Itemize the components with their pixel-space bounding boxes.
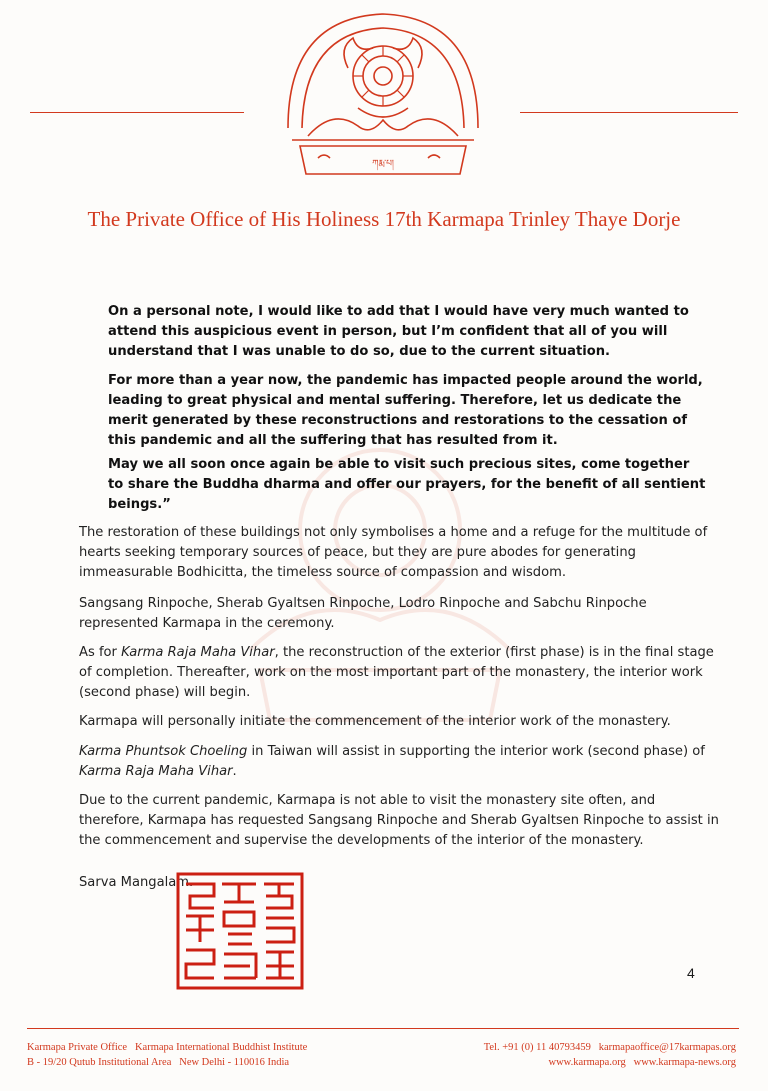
- body-paragraph-3-prefix: As for: [79, 645, 122, 660]
- footer-contact: [484, 1040, 736, 1070]
- body-paragraph-3-rest: , the reconstruction of the exterior (first phase) is in the final stage of completion. Thereafter, work on the most important part of the monastery, the interior work (second phase) will begin.: [79, 645, 714, 700]
- quote-paragraph-3: May we all soon once again be able to visit such precious sites, come together to share the Buddha dharma and offer our prayers, for the benefit of all sentient beings.”: [108, 457, 706, 512]
- header-rule-left: [30, 112, 244, 113]
- footer-address: [27, 1040, 307, 1070]
- body-paragraph-5-mid: in Taiwan will assist in supporting the interior work (second phase) of: [247, 744, 705, 759]
- monastery-name-2: Karma Raja Maha Vihar: [79, 764, 233, 779]
- body-paragraph-2: Sangsang Rinpoche, Sherab Gyaltsen Rinpoche, Lodro Rinpoche and Sabchu Rinpoche represented Karmapa in the ceremony.: [79, 596, 647, 631]
- footer-rule: [27, 1028, 739, 1029]
- monastery-name: Karma Raja Maha Vihar: [121, 645, 275, 660]
- body-paragraph-5: [79, 742, 719, 782]
- quote-paragraph-1: On a personal note, I would like to add that I would have very much wanted to attend this auspicious event in person, but I’m confident that all of you will understand that I was unable to do so, due to the current situation.: [108, 304, 689, 359]
- header-rule-right: [520, 112, 738, 113]
- body-paragraph-3: [79, 643, 719, 703]
- footer-right-line-2: www.karmapa.org www.karmapa-news.org: [548, 1057, 736, 1068]
- page-number: 4: [687, 965, 695, 981]
- red-square-seal-icon: [176, 872, 304, 990]
- body-paragraph-5-end: .: [232, 764, 237, 779]
- footer-right-line-1: Tel. +91 (0) 11 40793459 karmapaoffice@17karmapas.org: [483, 1042, 736, 1053]
- footer-left-line-2: B - 19/20 Qutub Institutional Area New Delhi - 110016 India: [27, 1057, 290, 1068]
- body-paragraph-4: Karmapa will personally initiate the commencement of the interior work of the monastery.: [79, 714, 671, 729]
- body-paragraph-6: Due to the current pandemic, Karmapa is not able to visit the monastery site often, and therefore, Karmapa has requested Sangsang Rinpoche and Sherab Gyaltsen Rinpoche to assist in the commencement and supervise the developments of the interior of the monastery.: [79, 793, 719, 848]
- emblem-text: ཀརྨ་པ།: [372, 159, 394, 169]
- footer-left-line-1: Karmapa Private Office Karmapa International Buddhist Institute: [27, 1042, 308, 1053]
- quote-paragraph-2: For more than a year now, the pandemic has impacted people around the world, leading to great physical and mental suffering. Therefore, let us dedicate the merit generated by these reconstructions and restorations to the cessation of this pandemic and all the suffering that has resulted from it.: [108, 373, 703, 448]
- closing-salutation: Sarva Mangalam.: [79, 875, 194, 890]
- centre-name: Karma Phuntsok Choeling: [79, 744, 248, 759]
- body-paragraph-1: The restoration of these buildings not only symbolises a home and a refuge for the multitude of hearts seeking temporary sources of peace, but they are pure abodes for generating immeasurable Bodhicitta, the timeless source of compassion and wisdom.: [79, 525, 708, 580]
- office-title: The Private Office of His Holiness 17th Karmapa Trinley Thaye Dorje: [87, 207, 681, 231]
- karmapa-crest-emblem-icon: [278, 8, 488, 178]
